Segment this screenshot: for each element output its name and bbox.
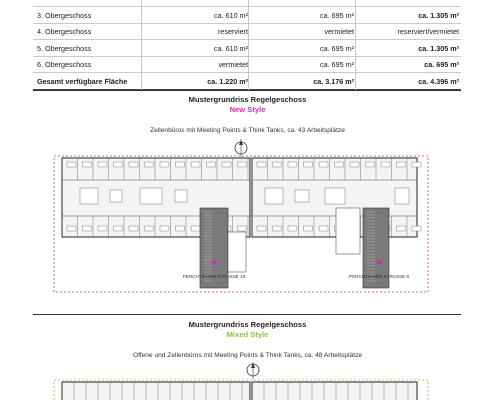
table-row <box>33 24 461 41</box>
table-row <box>33 0 461 7</box>
column-divider <box>248 0 249 90</box>
table-row <box>33 7 461 24</box>
table-row <box>33 57 461 74</box>
area-a-cell: vermietet <box>218 60 248 70</box>
area-a-cell: reserviert <box>218 27 248 37</box>
floor-cell: 4. Obergeschoss <box>37 27 92 37</box>
area-table <box>33 0 461 90</box>
section-title: Mustergrundriss Regelgeschoss <box>188 320 307 329</box>
area-b-cell: vermietet <box>324 27 354 37</box>
section-divider <box>33 314 461 315</box>
floor-cell: 6. Obergeschoss <box>37 60 92 70</box>
grand-total-cell: ca. 4.396 m² <box>418 76 459 86</box>
building-outline <box>62 382 417 400</box>
total-cell: ca. 695 m² <box>424 60 459 70</box>
north-arrow-icon <box>235 139 247 157</box>
table-total-row <box>33 73 461 90</box>
area-b-cell: ca. 695 m² <box>320 60 354 70</box>
section-style: Mixed Style <box>226 330 269 339</box>
total-cell: ca. 1.305 m² <box>418 10 459 20</box>
entrance-label-right: PERCHTINGER STRASSE 8 <box>349 274 409 279</box>
section-title: Mustergrundriss Regelgeschoss <box>188 95 307 104</box>
section-style: New Style <box>229 105 266 114</box>
total-b-cell: ca. 3.176 m² <box>313 76 354 86</box>
floor-plan-new-style <box>40 136 460 296</box>
area-b-cell: ca. 695 m² <box>320 43 354 53</box>
section-divider <box>33 90 461 91</box>
floor-plan-mixed-style <box>40 360 460 400</box>
entrance-label-left: PERCHTINGER STRASSE 10 <box>182 274 246 279</box>
column-divider <box>355 0 356 90</box>
area-a-cell: ca. 610 m² <box>214 43 248 53</box>
floor-cell: 3. Obergeschoss <box>37 10 92 20</box>
floor-cell: 5. Obergeschoss <box>37 43 92 53</box>
table-row <box>33 40 461 57</box>
total-label: Gesamt verfügbare Fläche <box>37 76 128 86</box>
area-a-cell: ca. 610 m² <box>214 10 248 20</box>
column-divider <box>141 0 142 90</box>
total-cell: ca. 1.305 m² <box>418 43 459 53</box>
area-b-cell: ca. 695 m² <box>320 10 354 20</box>
section-description: Zellenbüros mit Meeting Points & Think Tanks, ca. 43 Arbeitsplätze <box>150 127 345 134</box>
total-a-cell: ca. 1.220 m² <box>207 76 248 86</box>
north-arrow-icon <box>247 362 259 379</box>
section-description: Offene und Zellenbüros mit Meeting Points & Think Tanks, ca. 48 Arbeitsplätze <box>132 352 363 359</box>
total-cell: reserviert/vermietet <box>397 27 459 37</box>
